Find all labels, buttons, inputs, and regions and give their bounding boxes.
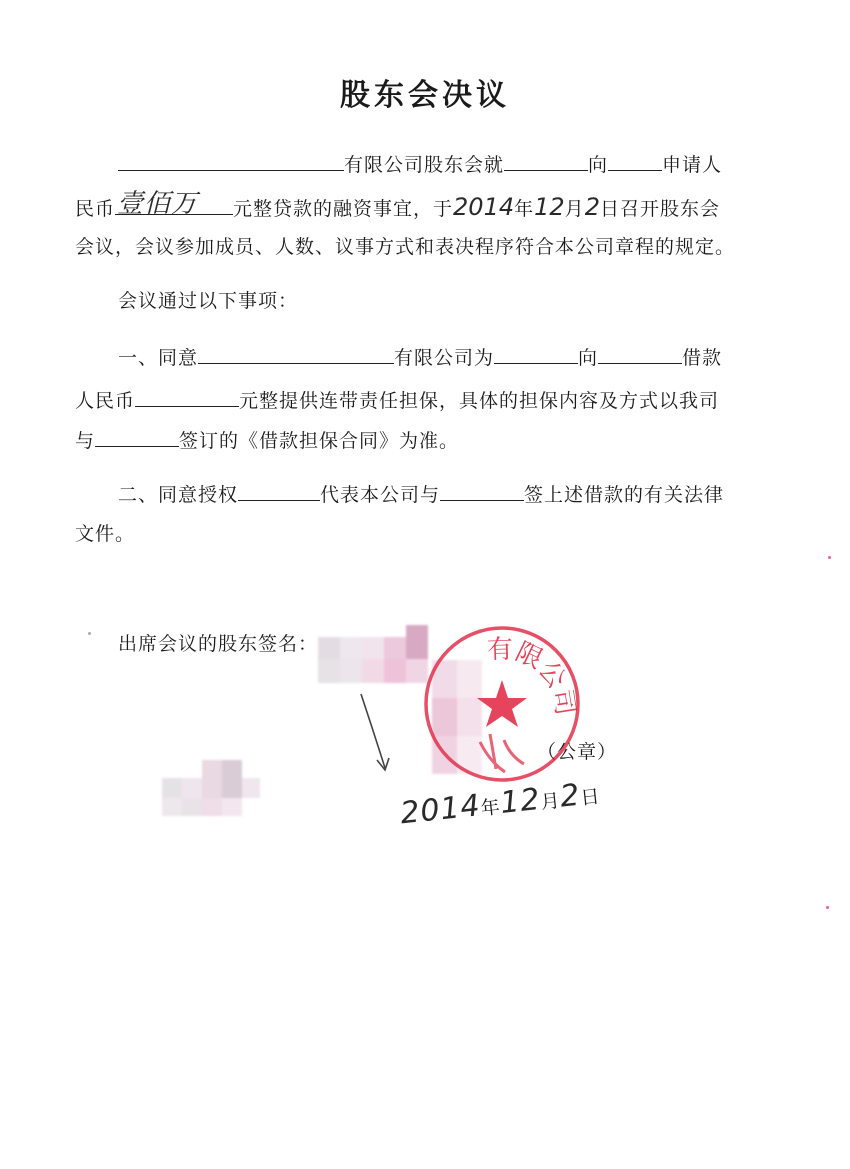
para1-text2: 向	[588, 154, 609, 176]
para1-line2	[75, 189, 720, 221]
para1-line3: 会议，会议参加成员、人数、议事方式和表决程序符合本公司章程的规定。	[75, 236, 736, 258]
date-day: 2	[558, 777, 583, 815]
resolution-intro: 会议通过以下事项：	[118, 290, 299, 312]
blank-contract-party	[95, 428, 179, 447]
item1-text8: 签订的《借款担保合同》为准。	[179, 430, 460, 452]
arrow-icon	[355, 690, 405, 780]
date-month-char: 月	[539, 789, 562, 814]
stamp-note: （公章）	[537, 741, 618, 763]
item2-line1	[118, 482, 724, 507]
blank-lender	[504, 152, 588, 171]
item1-line3	[75, 428, 459, 453]
blank-loan-amount	[135, 388, 239, 407]
item2-text1: 二、同意授权	[118, 484, 239, 506]
item1-text2: 有限公司为	[394, 347, 495, 369]
handwritten-year: 2014	[453, 193, 515, 221]
scan-speck	[828, 556, 831, 559]
item2-line2: 文件。	[75, 523, 136, 545]
para1-text5: 元整贷款的融资事宜，于	[233, 198, 454, 220]
blank-amount	[115, 189, 233, 219]
blank-counterparty	[440, 482, 524, 501]
blank-representative	[238, 482, 320, 501]
item1-text7: 与	[75, 430, 96, 452]
para1-year-char: 年	[514, 198, 535, 220]
para1-line1	[118, 152, 722, 177]
redacted-left-mosaic	[162, 760, 262, 816]
handwritten-month: 12	[534, 193, 565, 221]
handwritten-day: 2	[584, 193, 600, 221]
date-month: 12	[498, 781, 543, 821]
date-year: 2014	[398, 788, 483, 832]
scan-speck	[826, 906, 829, 909]
scan-speck	[88, 632, 91, 635]
item1-line2	[75, 388, 719, 413]
date-year-char: 年	[479, 796, 502, 821]
para1-month-char: 月	[564, 198, 585, 220]
blank-borrower	[494, 345, 578, 364]
item1-text6: 元整提供连带责任担保，具体的担保内容及方式以我司	[239, 390, 720, 412]
handwritten-amount: 壹佰万	[117, 189, 199, 219]
item2-text3: 签上述借款的有关法律	[524, 484, 725, 506]
seal-text: 有限公司	[486, 634, 581, 718]
para1-text6: 日召开股东会	[599, 198, 720, 220]
para1-text4: 民币	[75, 198, 116, 220]
date-day-char: 日	[579, 785, 602, 810]
item1-text1: 一、同意	[118, 347, 199, 369]
signature-label: 出席会议的股东签名：	[118, 633, 319, 655]
para1-text1: 有限公司股东会就	[344, 154, 505, 176]
item1-text3: 向	[578, 347, 599, 369]
blank-bank	[608, 152, 662, 171]
item1-text4: 借款	[682, 347, 723, 369]
blank-company	[118, 152, 344, 171]
blank-guarantor	[198, 345, 394, 364]
item2-text2: 代表本公司与	[320, 484, 441, 506]
para1-text3: 申请人	[662, 154, 723, 176]
item1-line1	[118, 345, 722, 370]
document-title: 股东会决议	[340, 78, 510, 113]
item1-text5: 人民币	[75, 390, 136, 412]
blank-lender2	[598, 345, 682, 364]
